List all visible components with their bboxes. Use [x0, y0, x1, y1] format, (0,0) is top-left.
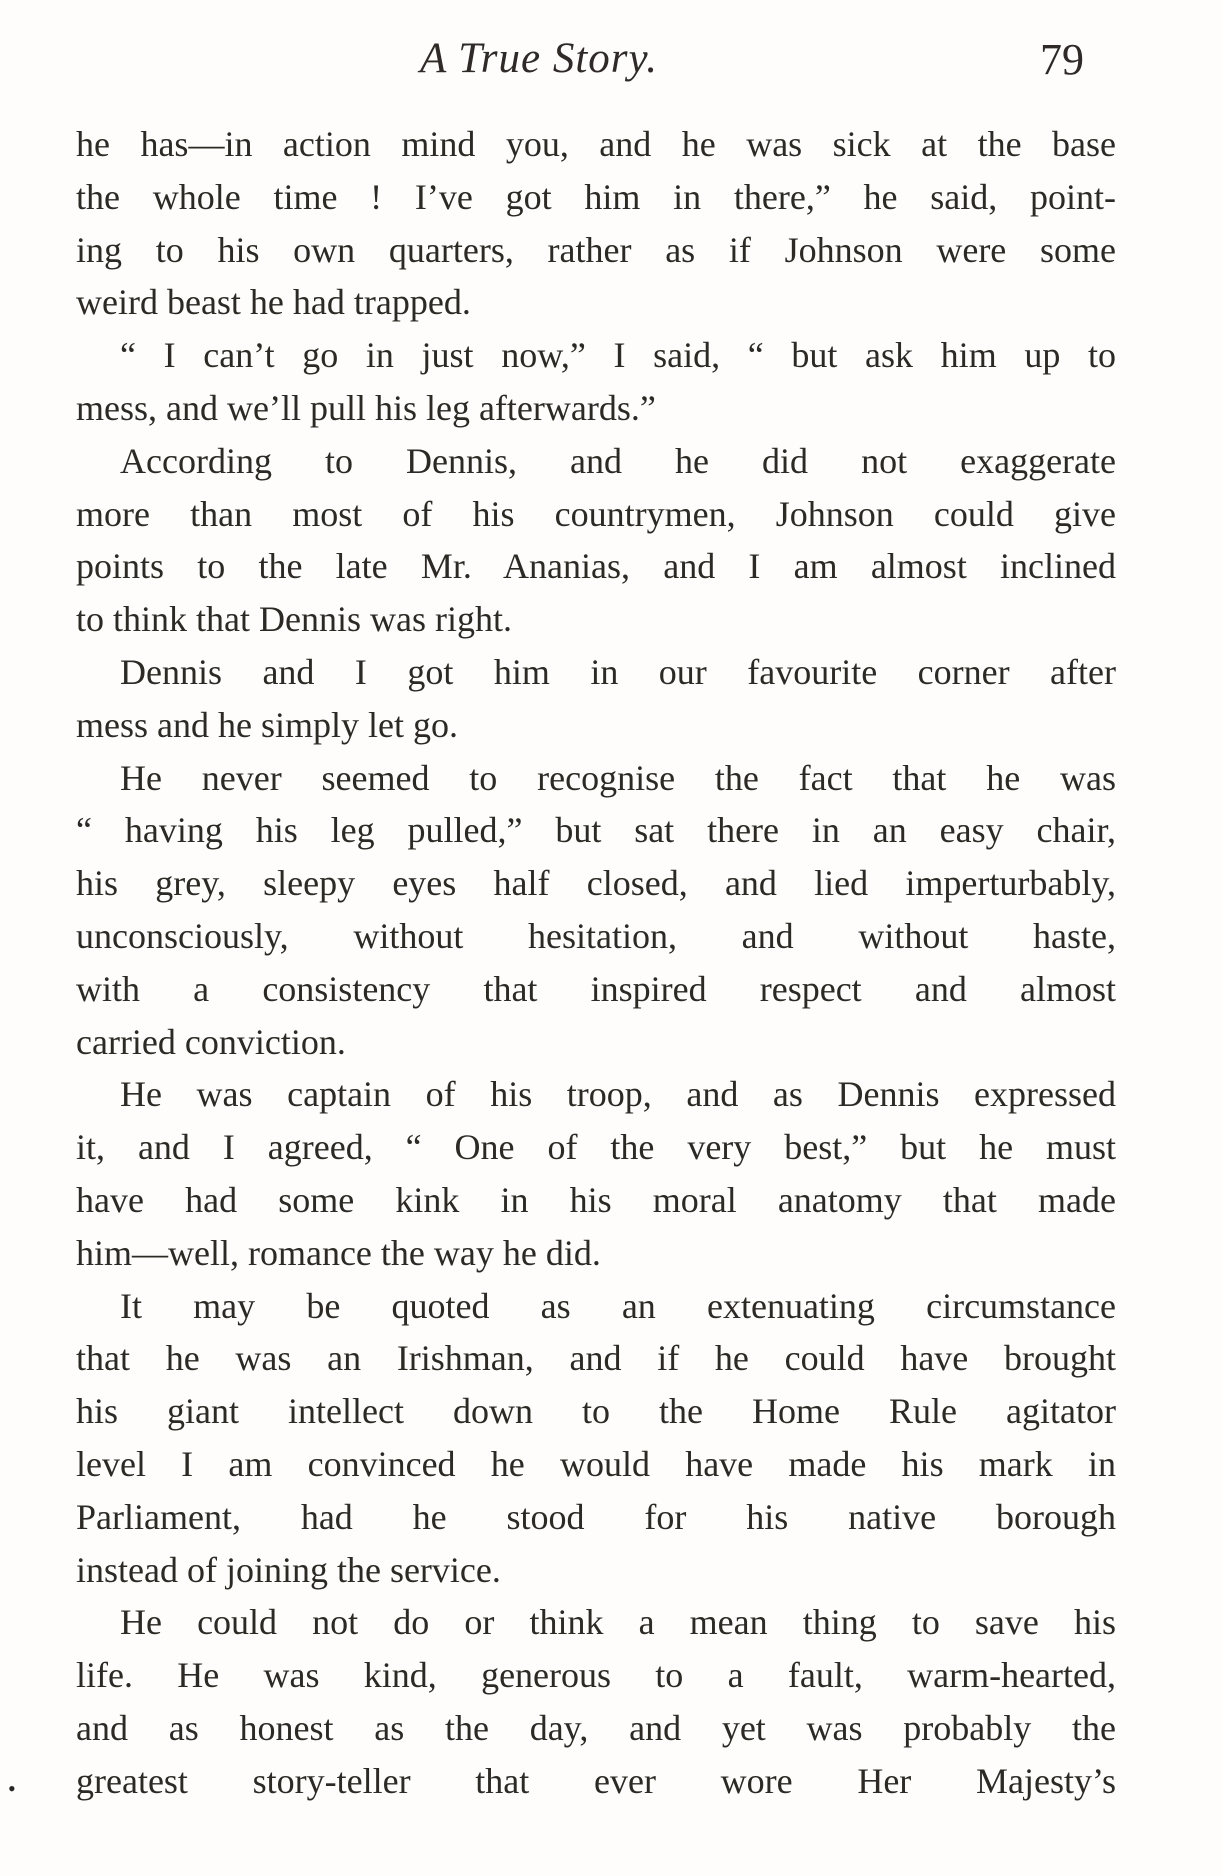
text-line: him—well, romance the way he did. [76, 1232, 601, 1273]
text-line: have had some kink in his moral anatomy that made [76, 1179, 1116, 1220]
text-line: ing to his own quarters, rather as if Johnson were some [76, 229, 1116, 270]
text-line: mess and he simply let go. [76, 704, 458, 745]
text-line: it, and I agreed, “ One of the very best,” but he must [76, 1127, 1116, 1168]
text-line: weird beast he had trapped. [76, 282, 471, 323]
text-line: According to Dennis, and he did not exaggerate [120, 440, 1116, 481]
page-number: 79 [1040, 35, 1084, 84]
text-line: carried conviction. [76, 1021, 346, 1062]
text-line: Parliament, had he stood for his native borough [76, 1496, 1116, 1537]
text-line: the whole time ! I’ve got him in there,” he said, point- [76, 176, 1116, 217]
text-line: It may be quoted as an extenuating circumstance [120, 1285, 1116, 1326]
text-line: unconsciously, without hesitation, and without haste, [76, 915, 1116, 956]
text-line: that he was an Irishman, and if he could have brought [76, 1338, 1116, 1379]
text-line: He was captain of his troop, and as Dennis expressed [120, 1074, 1116, 1115]
text-line: he has—in action mind you, and he was sick at the base [76, 124, 1116, 164]
running-head-title: A True Story. [420, 35, 658, 82]
margin-mark: • [8, 1776, 16, 1801]
text-line: points to the late Mr. Ananias, and I am almost inclined [76, 546, 1116, 587]
text-line: “ having his leg pulled,” but sat there in an easy chair, [76, 810, 1116, 851]
text-line: mess, and we’ll pull his leg afterwards.” [76, 387, 656, 428]
text-line: and as honest as the day, and yet was probably the [76, 1707, 1116, 1748]
text-line: to think that Dennis was right. [76, 599, 512, 640]
text-line: greatest story-teller that ever wore Her Majesty’s [76, 1760, 1116, 1801]
text-line: He could not do or think a mean thing to save his [120, 1602, 1116, 1643]
text-line: with a consistency that inspired respect and almost [76, 968, 1116, 1009]
text-line: He never seemed to recognise the fact that he was [120, 757, 1116, 798]
text-line: more than most of his countrymen, Johnson could give [76, 493, 1116, 534]
body-text [76, 118, 1116, 1808]
text-line: instead of joining the service. [76, 1549, 501, 1590]
text-line: level I am convinced he would have made his mark in [76, 1443, 1116, 1484]
text-line: his giant intellect down to the Home Rule agitator [76, 1391, 1116, 1432]
text-line: his grey, sleepy eyes half closed, and lied imperturbably, [76, 863, 1116, 904]
text-line: “ I can’t go in just now,” I said, “ but ask him up to [120, 335, 1116, 376]
text-line: Dennis and I got him in our favourite corner after [120, 651, 1116, 692]
text-line: life. He was kind, generous to a fault, warm-hearted, [76, 1655, 1116, 1696]
